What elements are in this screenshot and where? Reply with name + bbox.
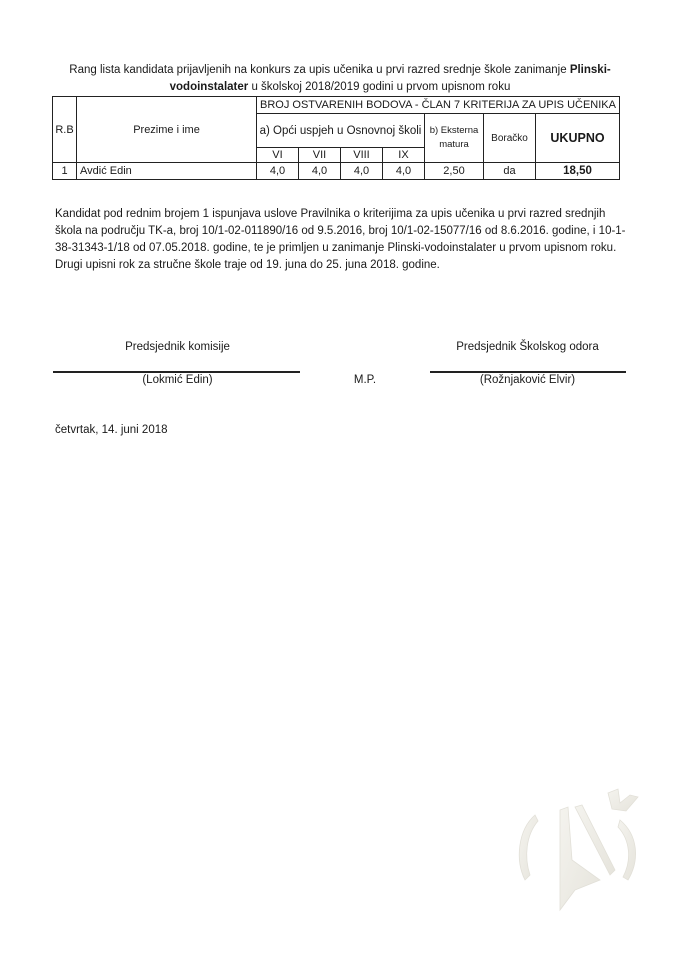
signature-left-name: (Lokmić Edin): [142, 374, 213, 386]
title-occupation: Plinski-vodoinstalater: [169, 64, 611, 93]
cell-grade-viii: 4,0: [341, 163, 383, 180]
table-row: [53, 163, 620, 180]
cell-total: 18,50: [536, 163, 620, 180]
logo-center-shape: [560, 807, 600, 910]
decision-paragraph: Kandidat pod rednim brojem 1 ispunjava uslove Pravilnika o kriterijima za upis učenika u prvi razred srednjih škola na području TK-a, broj 10/1-02-011890/16 od 9.5.2016, broj 10/1-02-15077/16 od 8.6.2016. godine, i 10-1-38-31343-1/18 od 07.05.2018. godine, te je primljen u zanimanje Plinski-vodoinstalater u prvom upisnom roku.: [55, 208, 626, 254]
header-total: UKUPNO: [536, 114, 620, 163]
header-general-success: a) Opći uspjeh u Osnovnoj školi: [257, 114, 425, 148]
decision-text: [55, 206, 627, 274]
ranking-table: [52, 96, 620, 180]
header-grade-vi: VI: [257, 148, 299, 163]
signature-left-title: Predsjednik komisije: [125, 341, 230, 353]
logo-left-arc: [519, 815, 538, 880]
header-points-group: BROJ OSTVARENIH BODOVA - ČLAN 7 KRITERIJA ZA UPIS UČENIKA: [257, 97, 620, 114]
signature-right-line: [430, 371, 626, 373]
header-grade-ix: IX: [383, 148, 425, 163]
header-rb: R.B: [53, 97, 77, 163]
document-title: [40, 62, 640, 96]
signature-right-title: Predsjednik Školskog odora: [456, 341, 599, 353]
header-external-exam: b) Eksterna matura: [425, 114, 484, 163]
second-round-paragraph: Drugi upisni rok za stručne škole traje od 19. juna do 25. juna 2018. godine.: [55, 259, 440, 271]
header-grade-viii: VIII: [341, 148, 383, 163]
header-name: Prezime i ime: [77, 97, 257, 163]
cell-name: Avdić Edin: [77, 163, 257, 180]
logo-diagonal: [575, 805, 615, 875]
header-veteran: Boračko: [484, 114, 536, 163]
cell-external: 2,50: [425, 163, 484, 180]
logo-top-mark: [608, 789, 638, 811]
title-text-end: u školskoj 2018/2019 godini u prvom upisnom roku: [248, 81, 511, 93]
logo-right-arc: [618, 820, 636, 880]
document-date: četvrtak, 14. juni 2018: [55, 424, 168, 436]
signature-right-name: (Rožnjaković Elvir): [479, 374, 576, 386]
stamp-label: M.P.: [353, 374, 377, 386]
title-text: Rang lista kandidata prijavljenih na konkurs za upis učenika u prvi razred srednje škole zanimanje: [69, 64, 570, 76]
signature-left-line: [53, 371, 300, 373]
cell-veteran: da: [484, 163, 536, 180]
cell-grade-ix: 4,0: [383, 163, 425, 180]
cell-grade-vi: 4,0: [257, 163, 299, 180]
school-logo-watermark: [500, 785, 660, 935]
cell-rb: 1: [53, 163, 77, 180]
cell-grade-vii: 4,0: [299, 163, 341, 180]
header-grade-vii: VII: [299, 148, 341, 163]
